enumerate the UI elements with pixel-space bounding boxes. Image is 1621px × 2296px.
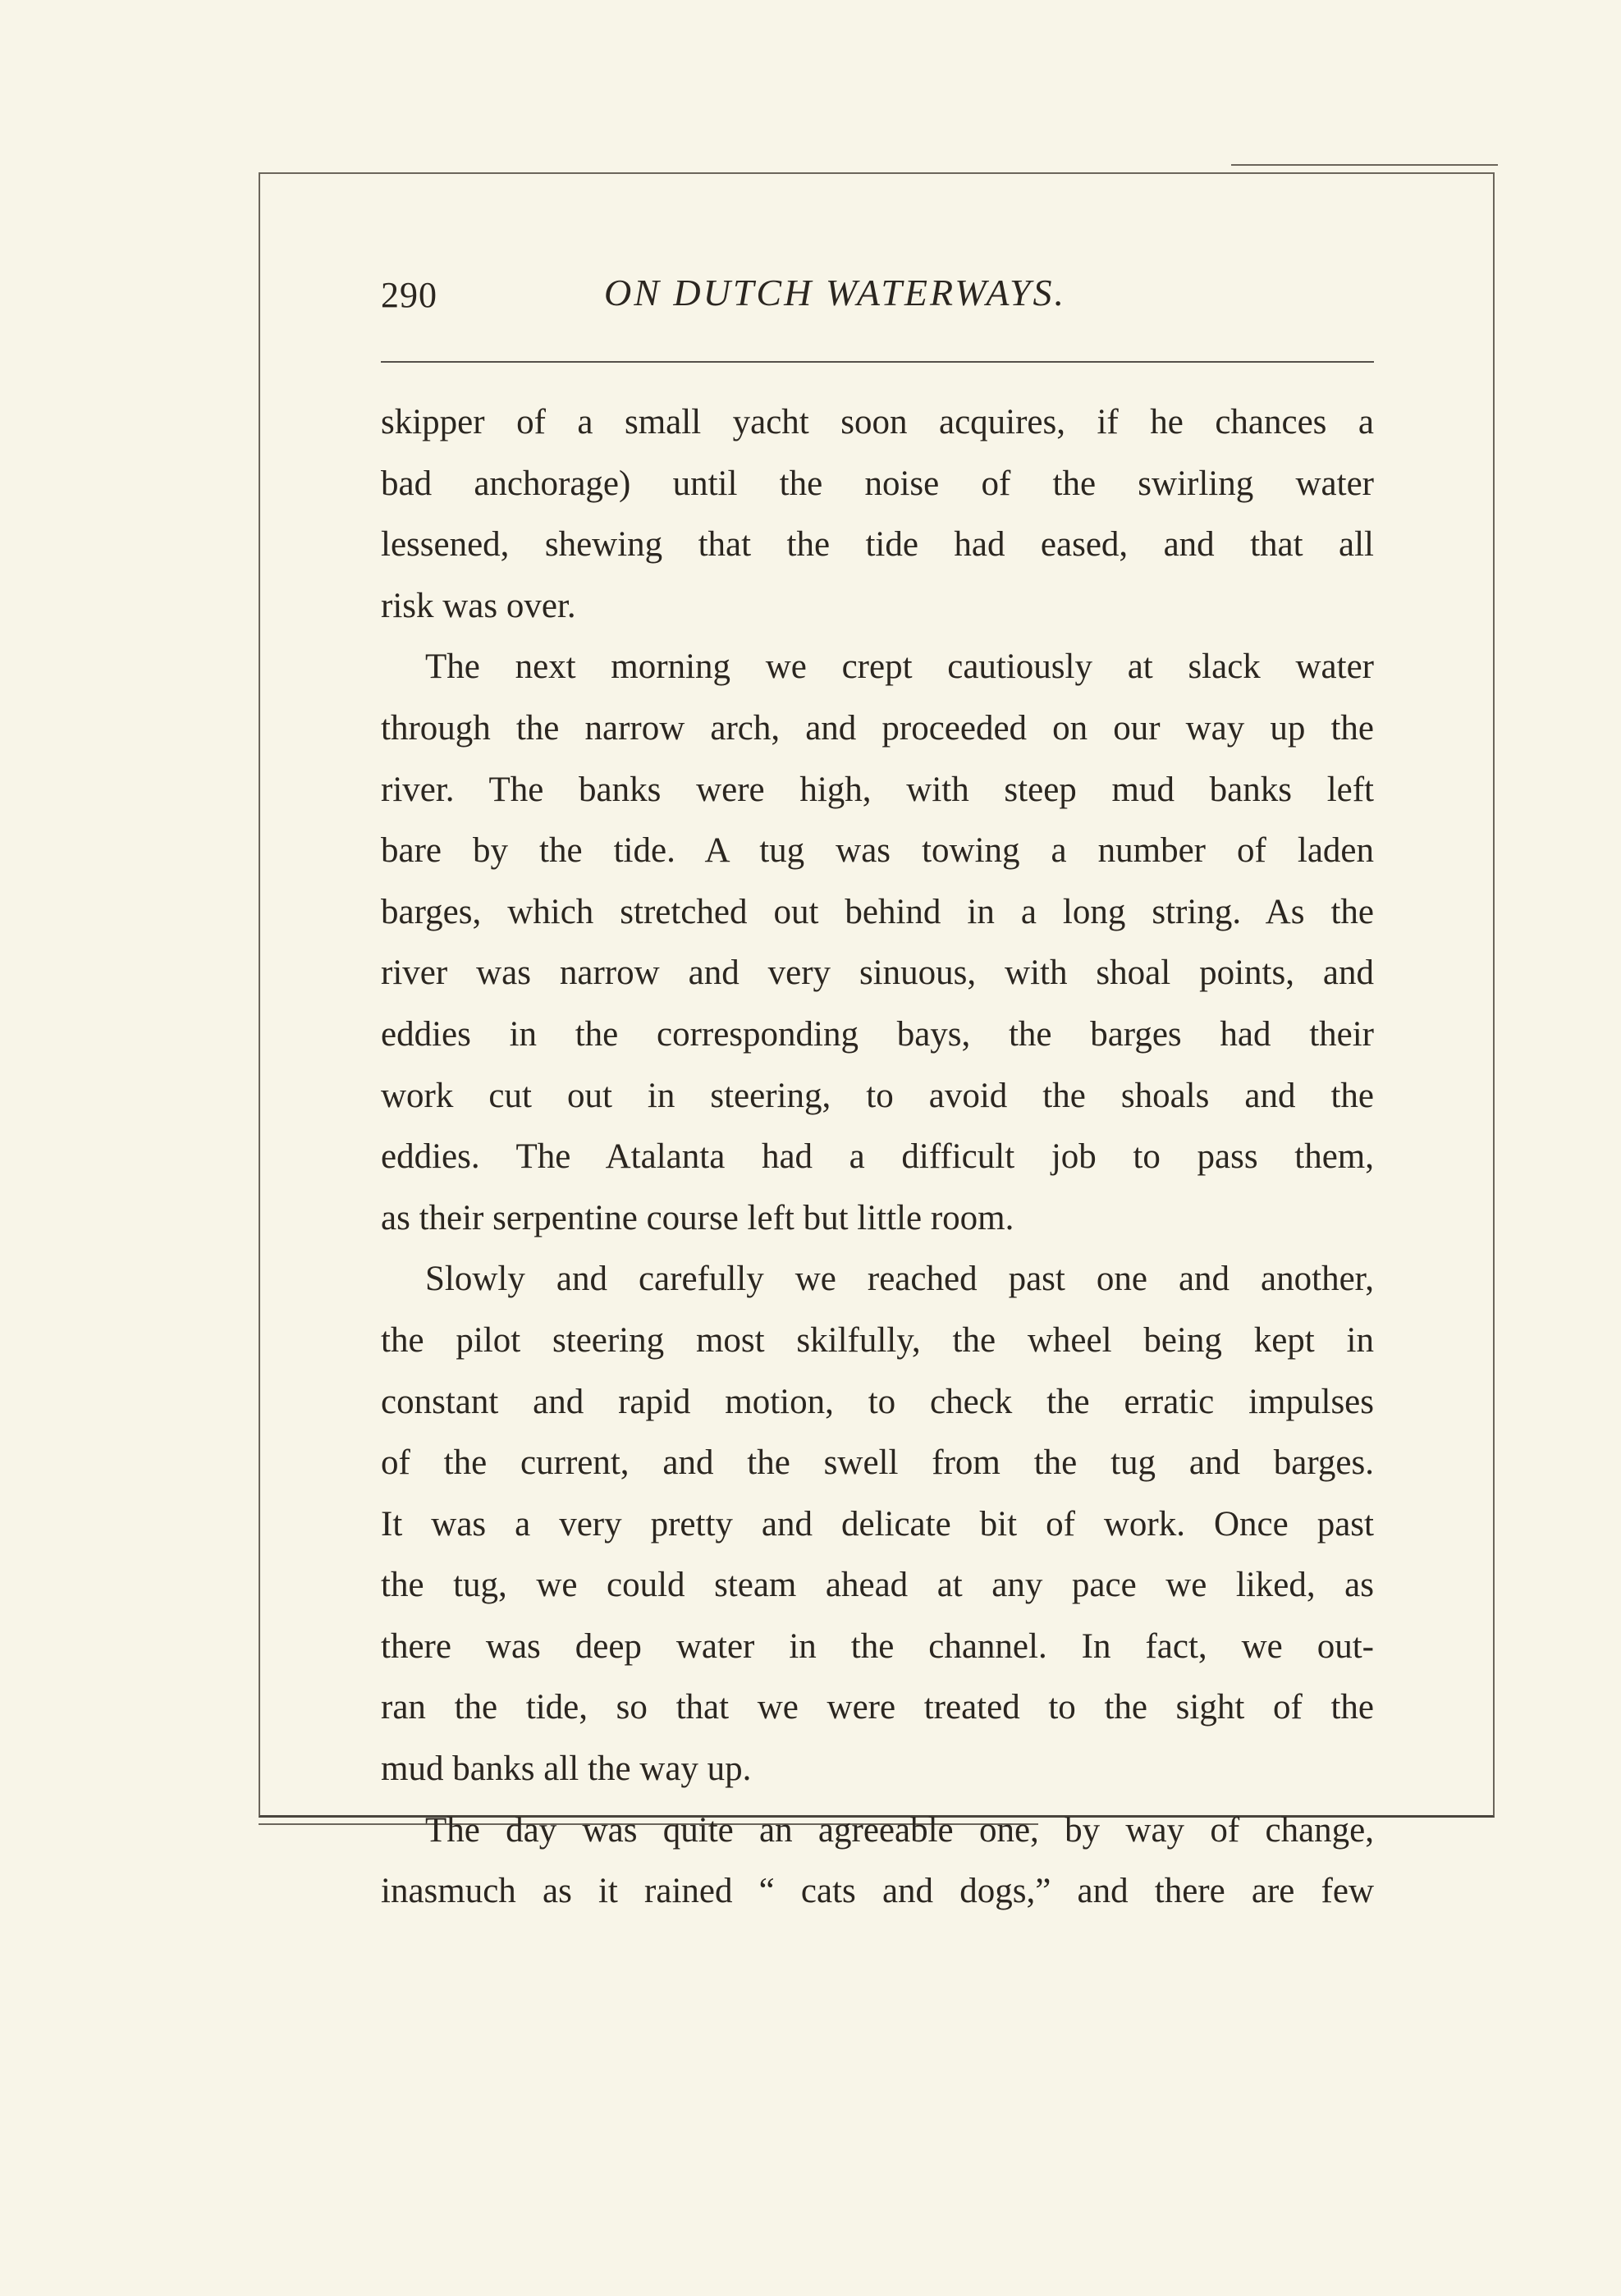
body-text — [381, 392, 1374, 1923]
text-line: there was deep water in the channel. In fact, we out- — [381, 1626, 1374, 1666]
text-line: The next morning we crept cautiously at slack water — [425, 647, 1374, 687]
text-line: river. The banks were high, with steep mud banks left — [381, 770, 1374, 809]
page-header — [381, 271, 1374, 328]
text-line: constant and rapid motion, to check the erratic impulses — [381, 1382, 1374, 1421]
text-line: eddies. The Atalanta had a difficult job to pass them, — [381, 1137, 1374, 1177]
text-line: bare by the tide. A tug was towing a number of laden — [381, 831, 1374, 871]
text-line: eddies in the corresponding bays, the barges had their — [381, 1014, 1374, 1054]
text-line: bad anchorage) until the noise of the swirling water — [381, 464, 1374, 503]
text-line: barges, which stretched out behind in a long string. As the — [381, 892, 1374, 931]
text-line: skipper of a small yacht soon acquires, if he chances a — [381, 403, 1374, 441]
header-rule — [381, 361, 1374, 363]
text-line: It was a very pretty and delicate bit of work. Once past — [381, 1504, 1374, 1544]
frame-top-rule-extension — [1231, 164, 1498, 166]
text-line: Slowly and carefully we reached past one and another, — [425, 1260, 1374, 1299]
text-line: of the current, and the swell from the tug and barges. — [381, 1443, 1374, 1483]
text-line: river was narrow and very sinuous, with shoal points, and — [381, 954, 1374, 993]
text-line: the pilot steering most skilfully, the wheel being kept in — [381, 1320, 1374, 1360]
running-title: ON DUTCH WATERWAYS. — [604, 272, 1067, 313]
text-line: The day was quite an agreeable one, by way of change, — [425, 1810, 1374, 1850]
text-line: as their serpentine course left but little room. — [381, 1198, 1014, 1237]
text-line: through the narrow arch, and proceeded on our way up the — [381, 708, 1374, 748]
text-line: risk was over. — [381, 586, 576, 625]
text-line: mud banks all the way up. — [381, 1749, 752, 1789]
text-line: ran the tide, so that we were treated to the sight of the — [381, 1688, 1374, 1727]
text-line: lessened, shewing that the tide had eased, and that all — [381, 525, 1374, 565]
text-line: inasmuch as it rained “ cats and dogs,” and there are few — [381, 1872, 1374, 1911]
page-number: 290 — [381, 275, 437, 315]
text-line: the tug, we could steam ahead at any pace we liked, as — [381, 1566, 1374, 1605]
text-line: work cut out in steering, to avoid the shoals and the — [381, 1076, 1374, 1115]
